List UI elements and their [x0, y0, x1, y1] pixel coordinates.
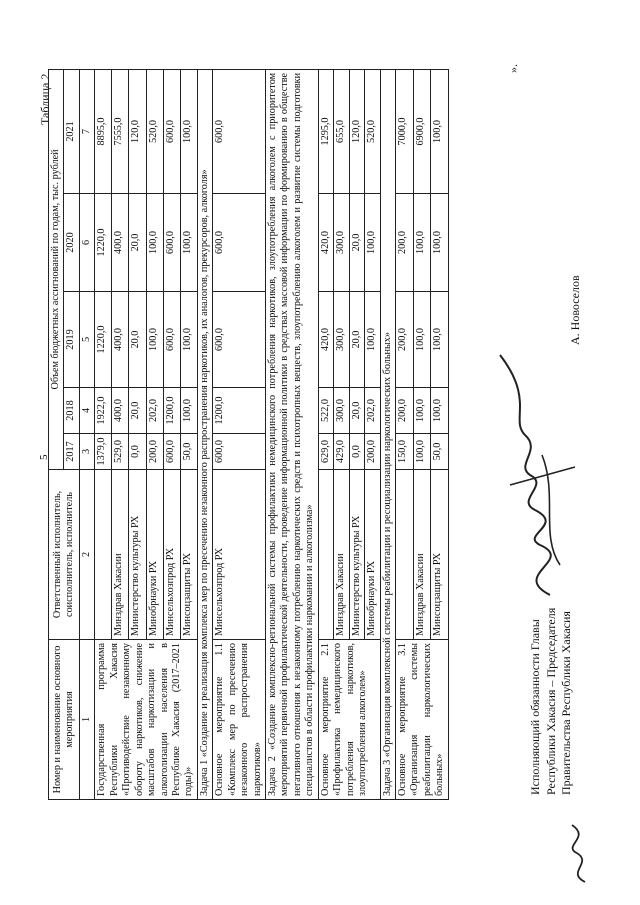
table-row [318, 69, 333, 799]
measure-2-1: Основное мероприятие 2.1 «Профилактика немедицинского потребления наркотиков, злоупотребления алкоголем» [318, 640, 380, 800]
value-cell: 100,0 [431, 69, 449, 193]
value-cell: 100,0 [413, 292, 431, 388]
program-name: Государственная программа Республики Хакасия «Противодействие незаконному обороту наркотиков, снижение масштабов наркотизации и алкоголизации населения в Республике Хакасия (2017–2021 годы)» [95, 640, 198, 800]
value-cell: 50,0 [431, 434, 449, 470]
value-cell: 600,0 [213, 292, 266, 388]
value-cell: 100,0 [146, 194, 163, 292]
table-row [213, 69, 266, 799]
table-label: Таблица 2 [38, 73, 52, 125]
value-cell: 400,0 [112, 388, 129, 434]
column-number: 4 [79, 388, 94, 434]
value-cell: 100,0 [365, 292, 380, 388]
value-cell: 1220,0 [95, 292, 112, 388]
task-row [197, 69, 212, 799]
value-cell: 1295,0 [318, 69, 333, 193]
value-cell: 6900,0 [413, 69, 431, 193]
value-cell: 600,0 [163, 434, 180, 470]
value-cell: 429,0 [334, 434, 349, 470]
header-numbers-row [79, 69, 94, 799]
value-cell: 200,0 [146, 434, 163, 470]
value-cell: 420,0 [318, 194, 333, 292]
signatory-title-line-2: Республики Хакасия – Председателя [543, 607, 558, 795]
value-cell: 1200,0 [213, 388, 266, 434]
header-budget: Объем бюджетных ассигнований по годам, тыс. рублей [49, 69, 64, 469]
value-cell: 100,0 [431, 292, 449, 388]
value-cell: 7000,0 [395, 69, 413, 193]
value-cell: 20,0 [349, 194, 364, 292]
value-cell: 100,0 [413, 434, 431, 470]
value-cell: 1922,0 [95, 388, 112, 434]
task-row [380, 69, 395, 799]
table-row [395, 69, 413, 799]
value-cell: 8895,0 [95, 69, 112, 193]
value-cell: 1220,0 [95, 194, 112, 292]
value-cell: 20,0 [349, 292, 364, 388]
value-cell: 200,0 [365, 434, 380, 470]
value-cell: 20,0 [129, 388, 146, 434]
value-cell: 300,0 [334, 388, 349, 434]
value-cell: 150,0 [395, 434, 413, 470]
value-cell: 200,0 [395, 388, 413, 434]
value-cell: 200,0 [395, 194, 413, 292]
executor-cell: Минобрнауки РХ [146, 470, 163, 640]
executor-cell: Минздрав Хакасии [112, 470, 129, 640]
table-header-row [49, 69, 64, 799]
value-cell: 202,0 [146, 388, 163, 434]
signatory-title-line-1: Исполняющий обязанности Главы [528, 619, 542, 795]
task-row [266, 69, 319, 799]
task-1-title: Задача 1 «Создание и реализация комплекса мер по пресечению незаконного распространения наркотиков, их аналогов, прекурсоров, алкоголя» [197, 69, 212, 799]
value-cell: 400,0 [112, 194, 129, 292]
value-cell: 420,0 [318, 292, 333, 388]
executor-cell: Министерство культуры РХ [129, 470, 146, 640]
executor-cell: Минздрав Хакасии [413, 470, 431, 640]
table-row [95, 69, 112, 799]
handwritten-signature [480, 345, 590, 605]
value-cell: 50,0 [180, 434, 197, 470]
column-number: 1 [79, 640, 94, 800]
value-cell: 20,0 [129, 292, 146, 388]
header-year: 2018 [64, 388, 79, 434]
value-cell: 1200,0 [163, 388, 180, 434]
value-cell: 0,0 [349, 434, 364, 470]
executor-cell: Минсельхозпрод РХ [213, 470, 266, 640]
header-year: 2021 [64, 69, 79, 193]
executor-cell: Минсоцзащиты РХ [431, 470, 449, 640]
value-cell: 655,0 [334, 69, 349, 193]
value-cell: 100,0 [431, 388, 449, 434]
executor-cell: Минсельхозпрод РХ [163, 470, 180, 640]
measure-1-1: Основное мероприятие 1.1 «Комплекс мер по пресечению незаконного распространения наркотиков» [213, 640, 266, 800]
page-number: 5 [38, 454, 50, 460]
value-cell: 600,0 [163, 69, 180, 193]
closing-quote-mark: ». [506, 64, 520, 73]
value-cell: 202,0 [365, 388, 380, 434]
value-cell: 100,0 [180, 292, 197, 388]
value-cell: 1379,0 [95, 434, 112, 470]
value-cell: 529,0 [112, 434, 129, 470]
value-cell: 100,0 [180, 388, 197, 434]
value-cell: 629,0 [318, 434, 333, 470]
value-cell: 400,0 [112, 292, 129, 388]
value-cell: 100,0 [180, 194, 197, 292]
budget-table [48, 69, 449, 800]
executor-cell: Минсоцзащиты РХ [180, 470, 197, 640]
value-cell: 20,0 [349, 388, 364, 434]
value-cell: 100,0 [431, 194, 449, 292]
header-year: 2020 [64, 194, 79, 292]
value-cell: 522,0 [318, 388, 333, 434]
column-number: 6 [79, 194, 94, 292]
column-number: 3 [79, 434, 94, 470]
value-cell: 600,0 [213, 69, 266, 193]
executor-cell: Минобрнауки РХ [365, 470, 380, 640]
column-number: 7 [79, 69, 94, 193]
header-year: 2019 [64, 292, 79, 388]
value-cell: 600,0 [213, 194, 266, 292]
value-cell: 100,0 [365, 194, 380, 292]
value-cell: 100,0 [180, 69, 197, 193]
value-cell: 300,0 [334, 194, 349, 292]
value-cell: 7555,0 [112, 69, 129, 193]
value-cell: 100,0 [413, 194, 431, 292]
executor-cell [395, 470, 413, 640]
value-cell: 300,0 [334, 292, 349, 388]
value-cell: 200,0 [395, 292, 413, 388]
column-number: 5 [79, 292, 94, 388]
executor-cell: Минздрав Хакасии [334, 470, 349, 640]
header-executor: Ответственный исполнитель, соисполнитель, исполнитель [49, 470, 80, 640]
column-number: 2 [79, 470, 94, 640]
task-2-title: Задача 2 «Создание комплексно-региональной системы профилактики немедицинского потребления наркотиков, злоупотребления алкоголем с приоритетом мероприятий первичной профилактической деятельности, проведение информационной политики в средствах массовой информации по формированию в обществе негативного отношения к незаконному потреблению наркотических средств и психотропных веществ, злоупотреблению алкоголем и развитие системы подготовки специалистов в области профилактики наркомании и алкоголизма» [266, 69, 319, 799]
value-cell: 600,0 [163, 292, 180, 388]
value-cell: 120,0 [349, 69, 364, 193]
value-cell: 100,0 [413, 388, 431, 434]
value-cell: 0,0 [129, 434, 146, 470]
signature-block [528, 608, 575, 795]
value-cell: 520,0 [146, 69, 163, 193]
handwritten-initials [560, 817, 600, 887]
value-cell: 520,0 [365, 69, 380, 193]
measure-3-1: Основное мероприятие 3.1 «Организация системы реабилитации наркологических больных» [395, 640, 448, 800]
value-cell: 120,0 [129, 69, 146, 193]
executor-cell [318, 470, 333, 640]
value-cell: 600,0 [213, 434, 266, 470]
header-year: 2017 [64, 434, 79, 470]
signatory-title-line-3: Правительства Республики Хакасия [559, 611, 574, 795]
signatory-name: А. Новоселов [568, 275, 582, 345]
value-cell: 20,0 [129, 194, 146, 292]
header-measure: Номер и наименование основного мероприятия [49, 640, 80, 800]
executor-cell [95, 470, 112, 640]
value-cell: 100,0 [146, 292, 163, 388]
value-cell: 600,0 [163, 194, 180, 292]
executor-cell: Министерство культуры РХ [349, 470, 364, 640]
task-3-title: Задача 3 «Организация комплексной системы реабилитации и ресоциализации наркологических больных» [380, 69, 395, 799]
